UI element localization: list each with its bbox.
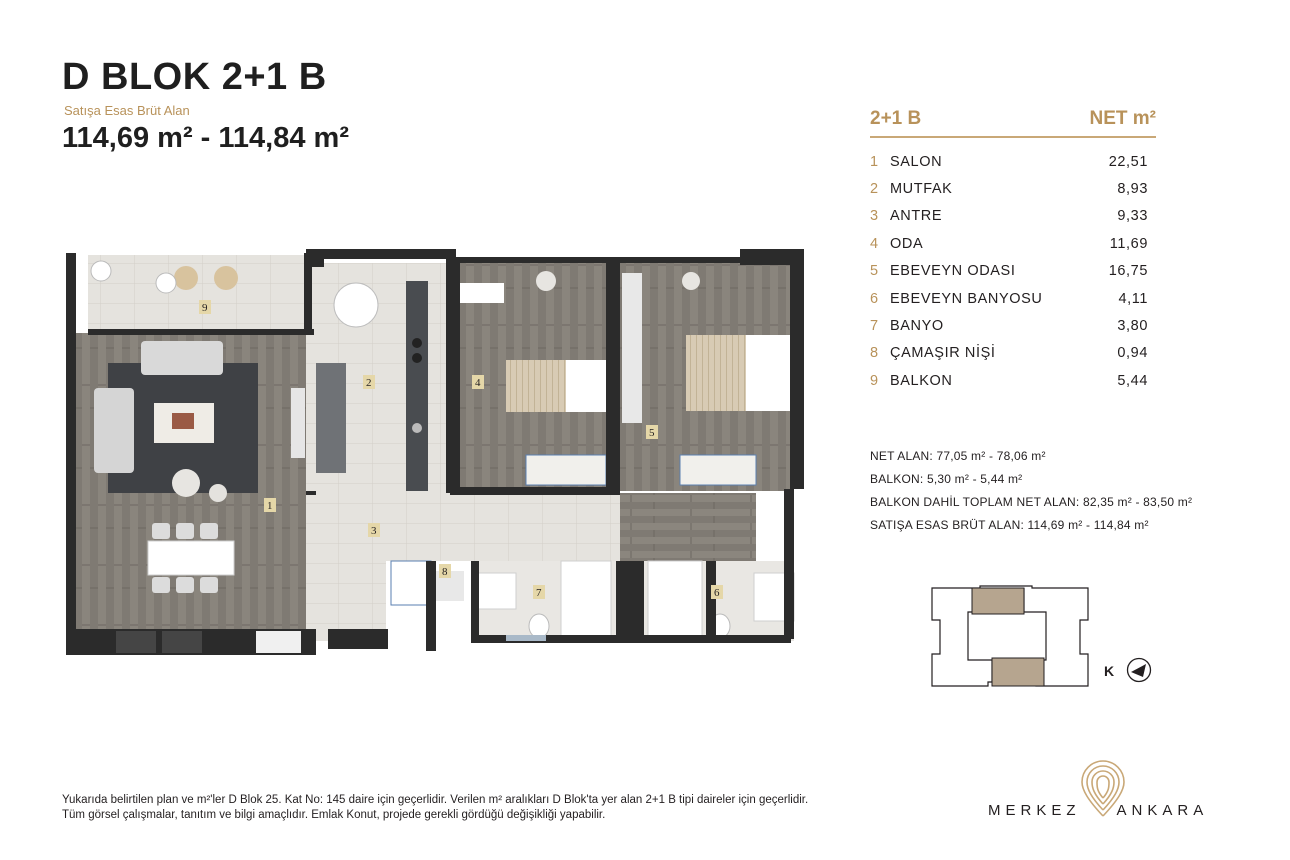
- table-row: 3 ANTRE 9,33: [870, 208, 1148, 225]
- merkez-ankara-logo: [988, 760, 1218, 830]
- room-tag-3: 3: [371, 525, 377, 537]
- room-tag-6: 6: [714, 587, 720, 599]
- disclaimer: [62, 793, 808, 823]
- table-header: [870, 108, 1156, 138]
- room-area-table: [870, 108, 1156, 395]
- table-header-unit: NET m²: [1089, 108, 1156, 129]
- gross-area-value: 114,69 m² - 114,84 m²: [62, 122, 349, 154]
- table-row: 9 BALKON 5,44: [870, 372, 1148, 389]
- hall-floor: [620, 493, 756, 561]
- table-row: 5 EBEVEYN ODASI 16,75: [870, 263, 1148, 280]
- total-net-area: BALKON DAHİL TOPLAM NET ALAN: 82,35 m² - 83,50 m²: [870, 495, 1193, 509]
- room-tag-5: 5: [649, 427, 655, 439]
- keyplan-unit-b: [992, 658, 1044, 686]
- net-area: NET ALAN: 77,05 m² - 78,06 m²: [870, 449, 1046, 463]
- room-tag-8: 8: [442, 566, 448, 578]
- room-tag-2: 2: [366, 377, 372, 389]
- room-tag-7: 7: [536, 587, 542, 599]
- floor-plan: [66, 243, 808, 658]
- logo-wordmark: MERKEZ ANKARA: [988, 802, 1209, 819]
- table-row: 8 ÇAMAŞIR NİŞİ 0,94: [870, 345, 1148, 362]
- table-row: 2 MUTFAK 8,93: [870, 181, 1148, 198]
- page-title: D BLOK 2+1 B: [62, 56, 327, 98]
- compass-icon: [1126, 657, 1152, 683]
- table-row: 6 EBEVEYN BANYOSU 4,11: [870, 290, 1148, 307]
- kitchen-counter: [406, 281, 428, 491]
- balcony-area: BALKON: 5,30 m² - 5,44 m²: [870, 472, 1023, 486]
- disclaimer-line: Tüm görsel çalışmalar, tanıtım ve bilgi amaçlıdır. Emlak Konut, projede gerekli gördüğü değişikliği yapabilir.: [62, 809, 606, 821]
- room-tag-1: 1: [267, 500, 273, 512]
- sofa-side: [94, 388, 134, 473]
- room-tag-4: 4: [475, 377, 481, 389]
- table-row: 7 BANYO 3,80: [870, 318, 1148, 335]
- keyplan-unit-a: [972, 588, 1024, 614]
- gross-area: SATIŞA ESAS BRÜT ALAN: 114,69 m² - 114,84 m²: [870, 518, 1149, 532]
- table-row: 4 ODA 11,69: [870, 235, 1148, 252]
- key-plan: [928, 584, 1090, 688]
- sofa: [141, 341, 223, 375]
- table-row: 1 SALON 22,51: [870, 153, 1148, 170]
- entrance-floor: [306, 493, 620, 561]
- disclaimer-line: Yukarıda belirtilen plan ve m²'ler D Blok 25. Kat No: 145 daire için geçerlidir. Verilen m² aralıkları D Blok'ta yer alan 2+1 B tipi daireler için geçerlidir.: [62, 794, 809, 806]
- gross-area-label: Satışa Esas Brüt Alan: [64, 103, 190, 118]
- table-header-type: 2+1 B: [870, 108, 922, 129]
- balcony-floor: [88, 255, 306, 333]
- room-tag-9: 9: [202, 302, 208, 314]
- north-label: K: [1104, 663, 1115, 679]
- area-summary: [870, 445, 1192, 537]
